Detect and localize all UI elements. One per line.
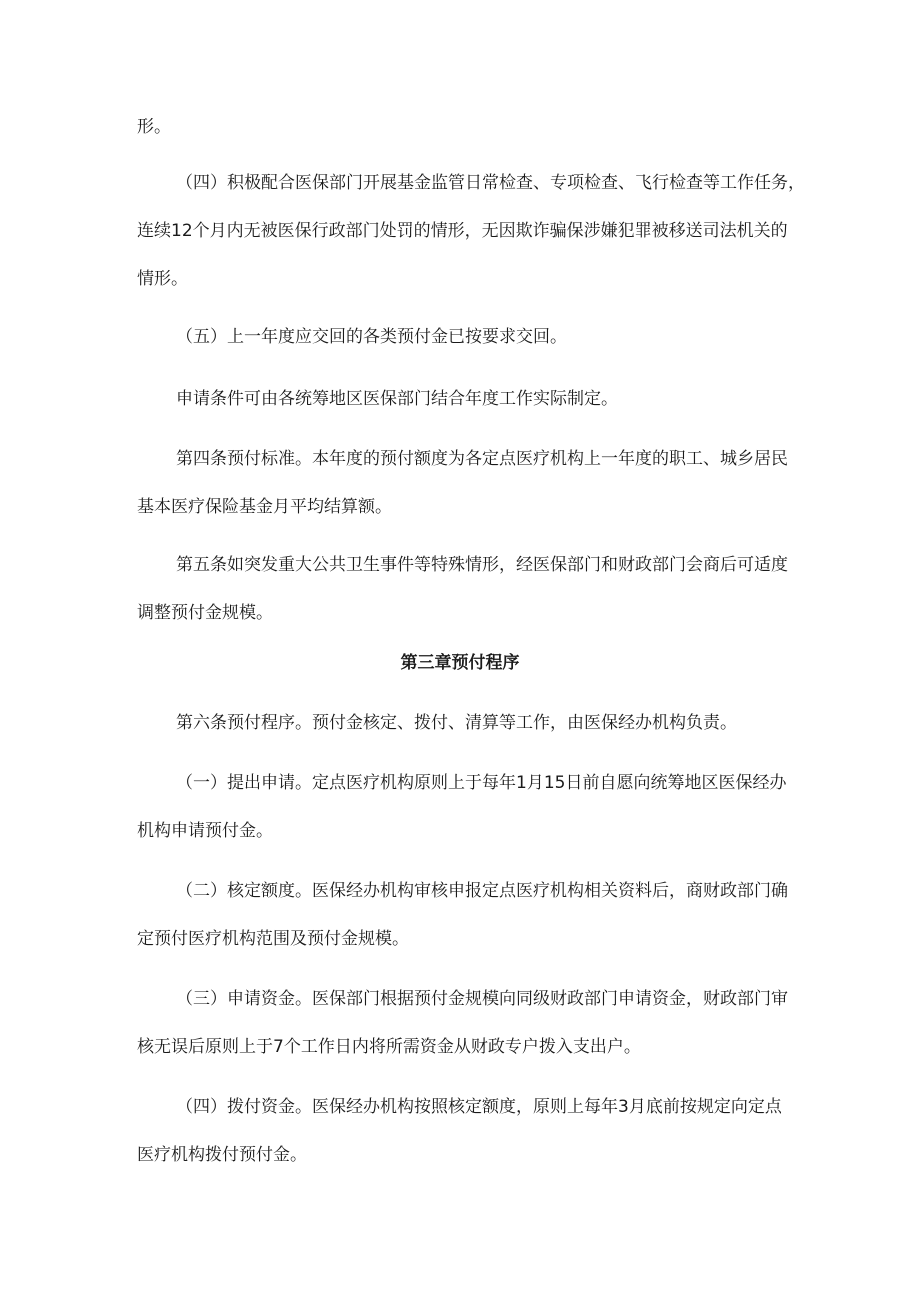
- paragraph-line: 核无误后原则上于7个工作日内将所需资金从财政专户拨入支出户。: [137, 1037, 641, 1057]
- paragraph-line: 调整预付金规模。: [137, 603, 273, 623]
- paragraph-line: 基本医疗保险基金月平均结算额。: [137, 497, 392, 517]
- paragraph-line: 第五条如突发重大公共卫生事件等特殊情形，经医保部门和财政部门会商后可适度: [176, 555, 788, 575]
- paragraph-line: 申请条件可由各统筹地区医保部门结合年度工作实际制定。: [176, 389, 618, 409]
- paragraph-line: （四）拨付资金。医保经办机构按照核定额度，原则上每年3月底前按规定向定点: [176, 1097, 782, 1117]
- paragraph-line: （二）核定额度。医保经办机构审核申报定点医疗机构相关资料后，商财政部门确: [176, 881, 788, 901]
- paragraph-line: （五）上一年度应交回的各类预付金已按要求交回。: [176, 327, 567, 347]
- paragraph-line: 形。: [137, 117, 171, 137]
- paragraph-line: （三）申请资金。医保部门根据预付金规模向同级财政部门申请资金，财政部门审: [176, 989, 788, 1009]
- paragraph-line: （一）提出申请。定点医疗机构原则上于每年1月15日前自愿向统筹地区医保经办: [176, 773, 787, 793]
- paragraph-line: 情形。: [137, 269, 188, 289]
- paragraph-line: 机构申请预付金。: [137, 821, 273, 841]
- paragraph-line: （四）积极配合医保部门开展基金监管日常检查、专项检查、飞行检查等工作任务，: [176, 173, 805, 193]
- paragraph-line: 连续12个月内无被医保行政部门处罚的情形，无因欺诈骗保涉嫌犯罪被移送司法机关的: [137, 221, 788, 241]
- paragraph-line: 医疗机构拨付预付金。: [137, 1145, 307, 1165]
- paragraph-line: 第六条预付程序。预付金核定、拨付、清算等工作，由医保经办机构负责。: [176, 713, 737, 733]
- paragraph-line: 第四条预付标准。本年度的预付额度为各定点医疗机构上一年度的职工、城乡居民: [176, 449, 788, 469]
- paragraph-line: 定预付医疗机构范围及预付金规模。: [137, 929, 409, 949]
- chapter-heading: 第三章预付程序: [400, 653, 520, 673]
